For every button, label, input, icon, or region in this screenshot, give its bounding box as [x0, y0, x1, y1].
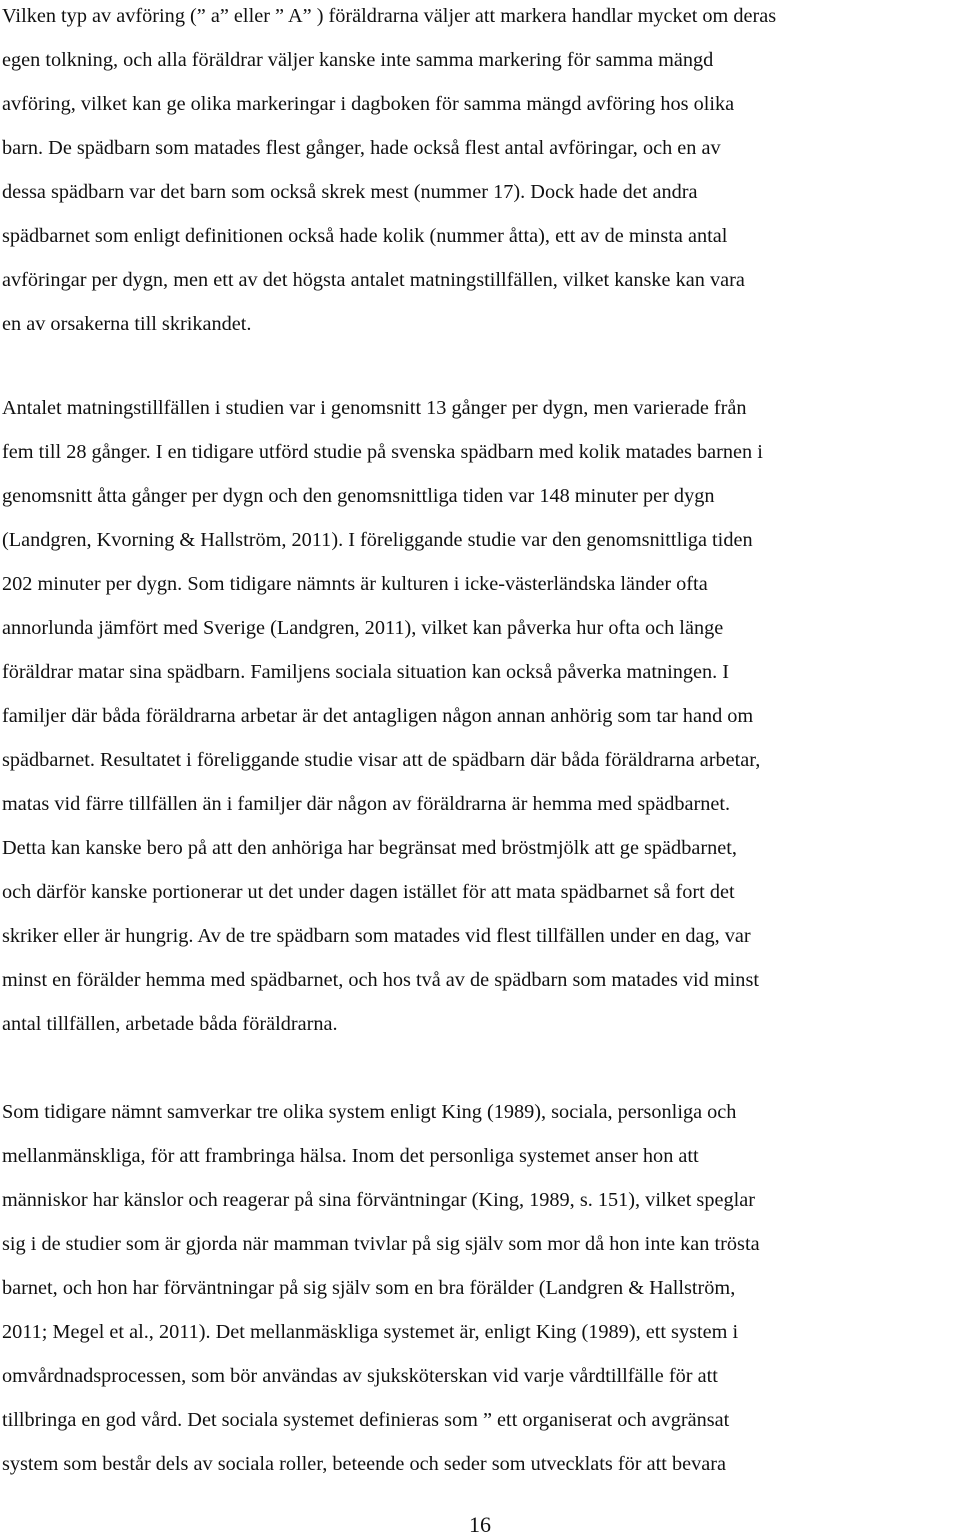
text-line: minst en förälder hemma med spädbarnet, och hos två av de spädbarn som matades vid minst [2, 969, 759, 991]
text-line: Som tidigare nämnt samverkar tre olika system enligt King (1989), sociala, personliga och [2, 1101, 737, 1123]
text-line: människor har känslor och reagerar på sina förväntningar (King, 1989, s. 151), vilket speglar [2, 1189, 756, 1211]
text-line: Detta kan kanske bero på att den anhöriga har begränsat med bröstmjölk att ge spädbarnet, [2, 837, 737, 859]
text-line: tillbringa en god vård. Det sociala systemet definieras som ” ett organiserat och avgränsat [2, 1409, 730, 1431]
text-line: Antalet matningstillfällen i studien var i genomsnitt 13 gånger per dygn, men varierade från [2, 397, 747, 419]
text-line: mellanmänskliga, för att frambringa hälsa. Inom det personliga systemet anser hon att [2, 1145, 699, 1167]
text-line: spädbarnet. Resultatet i föreliggande studie visar att de spädbarn där båda föräldrarna arbetar, [2, 749, 761, 771]
text-line: omvårdnadsprocessen, som bör användas av sjuksköterskan vid varje vårdtillfälle för att [2, 1365, 718, 1387]
text-line: system som består dels av sociala roller, beteende och seder som utvecklats för att bevara [2, 1453, 726, 1475]
text-line: en av orsakerna till skrikandet. [2, 313, 252, 335]
text-line: Vilken typ av avföring (” a” eller ” A” ) föräldrarna väljer att markera handlar mycket om deras [2, 5, 777, 27]
paragraph-3 [2, 1090, 760, 1486]
text-line: skriker eller är hungrig. Av de tre spädbarn som matades vid flest tillfällen under en dag, var [2, 925, 751, 947]
paragraph-2 [2, 386, 763, 1046]
text-line: avföringar per dygn, men ett av det högsta antalet matningstillfällen, vilket kanske kan vara [2, 269, 745, 291]
text-line: egen tolkning, och alla föräldrar väljer kanske inte samma markering för samma mängd [2, 49, 714, 71]
text-line: fem till 28 gånger. I en tidigare utförd studie på svenska spädbarn med kolik matades barnen i [2, 441, 763, 463]
text-line: antal tillfällen, arbetade båda föräldrarna. [2, 1013, 338, 1035]
text-line: matas vid färre tillfällen än i familjer där någon av föräldrarna är hemma med spädbarnet. [2, 793, 731, 815]
text-line: genomsnitt åtta gånger per dygn och den genomsnittliga tiden var 148 minuter per dygn [2, 485, 715, 507]
text-line: föräldrar matar sina spädbarn. Familjens sociala situation kan också påverka matningen. I [2, 661, 730, 683]
text-line: spädbarnet som enligt definitionen också hade kolik (nummer åtta), ett av de minsta antal [2, 225, 728, 247]
text-line: 202 minuter per dygn. Som tidigare nämnts är kulturen i icke-västerländska länder ofta [2, 573, 708, 595]
text-line: avföring, vilket kan ge olika markeringar i dagboken för samma mängd avföring hos olika [2, 93, 735, 115]
text-line: annorlunda jämfört med Sverige (Landgren, 2011), vilket kan påverka hur ofta och länge [2, 617, 724, 639]
text-line: dessa spädbarn var det barn som också skrek mest (nummer 17). Dock hade det andra [2, 181, 698, 203]
text-line: och därför kanske portionerar ut det under dagen istället för att mata spädbarnet så fort det [2, 881, 735, 903]
paragraph-1 [2, 0, 776, 346]
text-line: barnet, och hon har förväntningar på sig själv som en bra förälder (Landgren & Hallström, [2, 1277, 736, 1299]
page-number: 16 [469, 1512, 491, 1537]
text-line: 2011; Megel et al., 2011). Det mellanmäskliga systemet är, enligt King (1989), ett system i [2, 1321, 739, 1343]
text-line: barn. De spädbarn som matades flest gånger, hade också flest antal avföringar, och en av [2, 137, 721, 159]
text-line: familjer där båda föräldrarna arbetar är det antagligen någon annan anhörig som tar hand om [2, 705, 754, 727]
text-line: (Landgren, Kvorning & Hallström, 2011). I föreliggande studie var den genomsnittliga tiden [2, 529, 753, 551]
text-line: sig i de studier som är gjorda när mamman tvivlar på sig själv som mor då hon inte kan trösta [2, 1233, 760, 1255]
